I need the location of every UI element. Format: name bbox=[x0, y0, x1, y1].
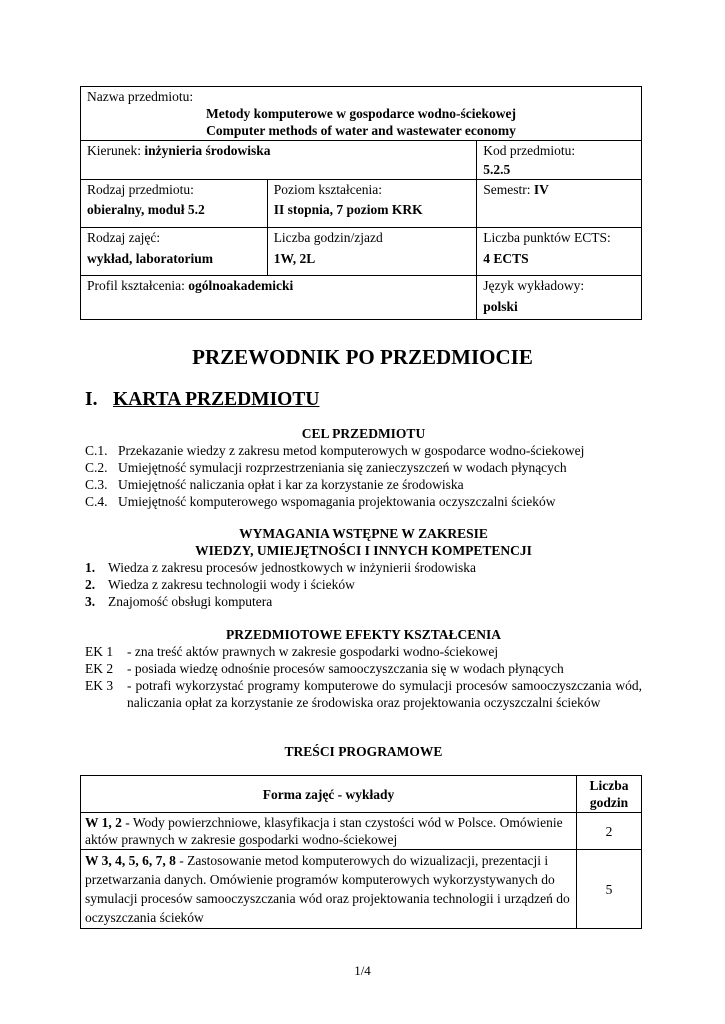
learning-outcomes-section bbox=[85, 626, 642, 711]
language-cell bbox=[477, 276, 642, 320]
item-text: - potrafi wykorzystać programy komputerowe do symulacji procesów samooczyszczania wód, naliczania opłat za korzystanie ze środowiska oraz projektowania oczyszczalni ścieków bbox=[127, 678, 642, 710]
list-item bbox=[85, 576, 642, 593]
item-text: - zna treść aktów prawnych w zakresie gospodarki wodno-ściekowej bbox=[127, 644, 499, 659]
list-item bbox=[85, 559, 642, 576]
lecture-topic-cell bbox=[81, 850, 577, 929]
lecture-description: - Zastosowanie metod komputerowych do wizualizacji, prezentacji i przetwarzania danych. Omówienie programów komputerowych wykorzystywanych do symulacji procesów samooczyszczania wód oraz projektowania technologii i urządzeń do oczyszczania ścieków bbox=[85, 853, 570, 925]
column-header-liczba bbox=[577, 776, 642, 813]
lecture-hours: 2 bbox=[577, 813, 642, 850]
section-title: KARTA PRZEDMIOTU bbox=[113, 389, 320, 410]
class-type-cell bbox=[81, 228, 268, 276]
item-label: EK 2 bbox=[85, 661, 114, 676]
prerequisites-heading-2: WIEDZY, UMIEJĘTNOŚCI I INNYCH KOMPETENCJI bbox=[195, 543, 532, 558]
item-label: C.3. bbox=[85, 477, 108, 492]
program-content-heading-wrap bbox=[85, 743, 642, 760]
education-level-value: II stopnia, 7 poziom KRK bbox=[273, 202, 423, 217]
list-item bbox=[85, 476, 642, 493]
table-row bbox=[81, 850, 642, 929]
education-level-label: Poziom kształcenia: bbox=[273, 182, 383, 197]
page-title: PRZEWODNIK PO PRZEDMIOCIE bbox=[192, 345, 533, 369]
course-name-label: Nazwa przedmiotu: bbox=[87, 89, 194, 104]
program-content-heading: TREŚCI PROGRAMOWE bbox=[284, 744, 443, 759]
course-goals-heading: CEL PRZEDMIOTU bbox=[301, 426, 426, 441]
prerequisites-heading-1: WYMAGANIA WSTĘPNE W ZAKRESIE bbox=[239, 526, 488, 541]
course-code-value: 5.2.5 bbox=[483, 162, 511, 177]
item-text: Umiejętność symulacji rozprzestrzeniania się zanieczyszczeń w wodach płynących bbox=[118, 460, 567, 475]
ects-cell bbox=[477, 228, 642, 276]
list-item bbox=[85, 593, 642, 610]
course-type-cell bbox=[81, 180, 268, 228]
course-name-pl: Metody komputerowe w gospodarce wodno-ściekowej bbox=[206, 106, 516, 121]
course-type-label: Rodzaj przedmiotu: bbox=[87, 182, 194, 197]
lecture-hours: 5 bbox=[577, 850, 642, 929]
semester-value: IV bbox=[533, 182, 549, 197]
field-of-study-cell bbox=[81, 141, 477, 180]
hours-cell bbox=[267, 228, 477, 276]
class-type-label: Rodzaj zajęć: bbox=[87, 230, 161, 245]
item-text: Wiedza z zakresu technologii wody i ścieków bbox=[108, 577, 355, 592]
column-header-liczba-1: Liczba bbox=[589, 778, 629, 793]
education-level-cell bbox=[267, 180, 477, 228]
prerequisites-section bbox=[85, 525, 642, 610]
list-item bbox=[85, 493, 642, 510]
item-text: - posiada wiedzę odnośnie procesów samooczyszczania się w wodach płynących bbox=[127, 661, 564, 676]
item-label: C.1. bbox=[85, 443, 108, 458]
field-of-study-value: inżynieria środowiska bbox=[144, 143, 271, 158]
item-label: 1. bbox=[85, 560, 96, 575]
course-info-table bbox=[80, 86, 642, 320]
item-text: Umiejętność naliczania opłat i kar za korzystanie ze środowiska bbox=[118, 477, 464, 492]
section-heading-karta bbox=[85, 388, 319, 412]
item-label: EK 1 bbox=[85, 644, 114, 659]
list-item bbox=[85, 442, 642, 459]
field-of-study-label: Kierunek: bbox=[87, 143, 141, 158]
course-type-value: obieralny, moduł 5.2 bbox=[87, 202, 205, 217]
section-number: I. bbox=[85, 389, 98, 410]
lecture-code: W 3, 4, 5, 6, 7, 8 bbox=[85, 853, 176, 868]
item-text: Znajomość obsługi komputera bbox=[108, 594, 273, 609]
item-label: 3. bbox=[85, 594, 96, 609]
item-text: Przekazanie wiedzy z zakresu metod komputerowych w gospodarce wodno-ściekowej bbox=[118, 443, 585, 458]
lecture-topic-cell bbox=[81, 813, 577, 850]
item-text: Wiedza z zakresu procesów jednostkowych w inżynierii środowiska bbox=[108, 560, 476, 575]
item-label: C.4. bbox=[85, 494, 108, 509]
course-name-en: Computer methods of water and wastewater economy bbox=[206, 123, 516, 138]
hours-value: 1W, 2L bbox=[273, 251, 316, 266]
column-header-liczba-2: godzin bbox=[589, 795, 629, 810]
course-code-cell bbox=[477, 141, 642, 180]
class-type-value: wykład, laboratorium bbox=[87, 251, 214, 266]
profile-cell bbox=[81, 276, 477, 320]
ects-value: 4 ECTS bbox=[483, 251, 529, 266]
item-label: EK 3 bbox=[85, 678, 114, 693]
lecture-description: - Wody powierzchniowe, klasyfikacja i stan czystości wód w Polsce. Omówienie aktów prawnych w zakresie gospodarki wodno-ściekowej bbox=[85, 815, 563, 847]
semester-label: Semestr: bbox=[483, 182, 531, 197]
course-code-label: Kod przedmiotu: bbox=[483, 143, 576, 158]
page-number: 1/4 bbox=[354, 963, 371, 978]
list-item bbox=[85, 677, 642, 711]
ects-label: Liczba punktów ECTS: bbox=[483, 230, 611, 245]
course-name-cell bbox=[81, 87, 642, 141]
lecture-code: W 1, 2 bbox=[85, 815, 122, 830]
table-row bbox=[81, 813, 642, 850]
program-content-table bbox=[80, 775, 642, 929]
language-value: polski bbox=[483, 299, 518, 314]
course-goals-section bbox=[85, 425, 642, 510]
list-item bbox=[85, 643, 642, 660]
list-item bbox=[85, 660, 642, 677]
hours-label: Liczba godzin/zjazd bbox=[273, 230, 383, 245]
item-label: C.2. bbox=[85, 460, 108, 475]
semester-cell bbox=[477, 180, 642, 228]
item-text: Umiejętność komputerowego wspomagania projektowania oczyszczalni ścieków bbox=[118, 494, 556, 509]
item-label: 2. bbox=[85, 577, 96, 592]
list-item bbox=[85, 459, 642, 476]
language-label: Język wykładowy: bbox=[483, 278, 585, 293]
column-header-forma: Forma zajęć - wykłady bbox=[81, 776, 577, 813]
profile-value: ogólnoakademicki bbox=[188, 278, 294, 293]
profile-label: Profil kształcenia: bbox=[87, 278, 185, 293]
learning-outcomes-heading: PRZEDMIOTOWE EFEKTY KSZTAŁCENIA bbox=[225, 627, 502, 642]
